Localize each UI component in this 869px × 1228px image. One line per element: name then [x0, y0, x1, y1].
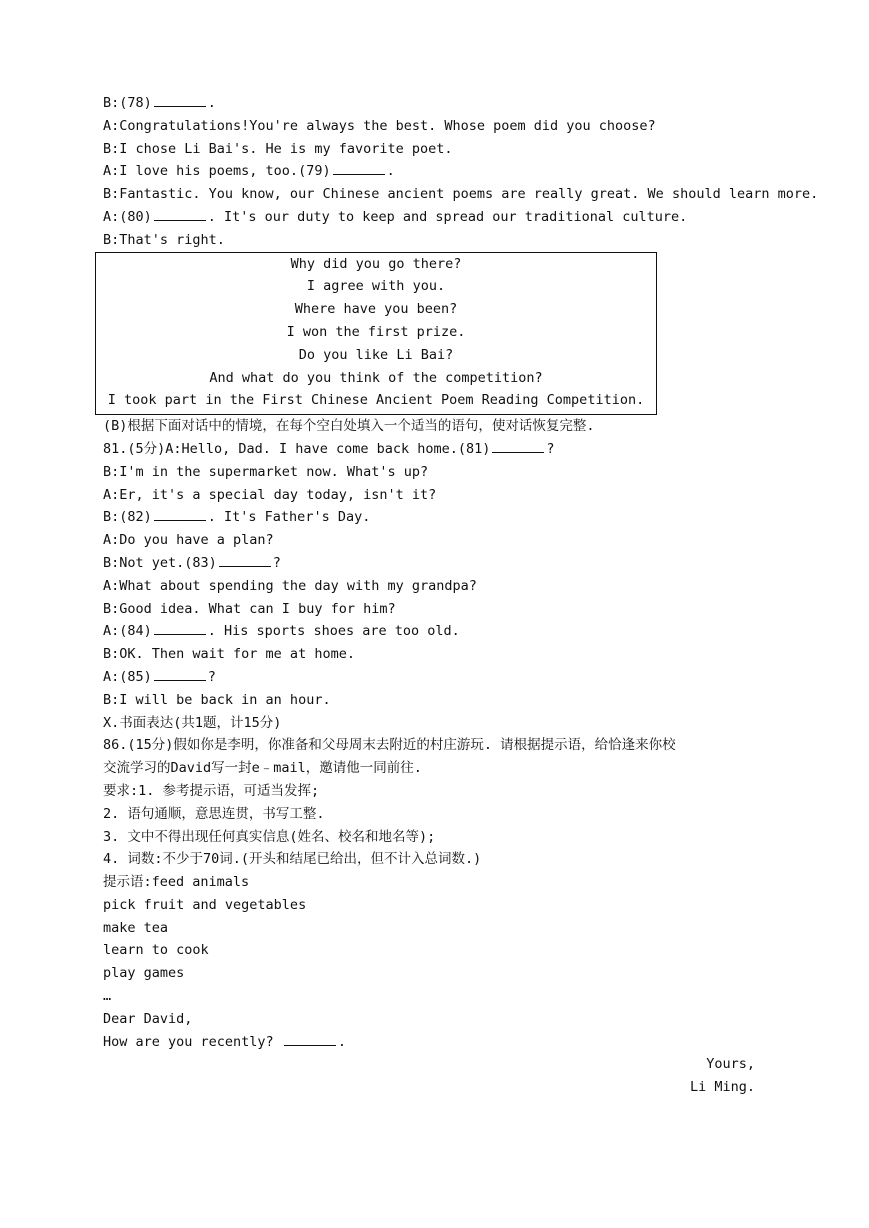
answer-blank[interactable]: [333, 162, 385, 175]
dialogue-line: A:What about spending the day with my grandpa?: [103, 577, 477, 594]
dialogue-line: A:(85) ?: [103, 668, 216, 685]
dialogue-b: [103, 438, 783, 712]
option-item: Why did you go there?: [290, 255, 462, 272]
answer-blank[interactable]: [154, 208, 206, 221]
option-item: Do you like Li Bai?: [298, 346, 454, 363]
option-item: Where have you been?: [294, 301, 458, 318]
requirement: 3. 文中不得出现任何真实信息(姓名、校名和地名等);: [103, 828, 436, 845]
hint: 提示语:feed animals: [103, 874, 250, 891]
requirement: 2. 语句通顺，意思连贯，书写工整.: [103, 805, 325, 822]
requirement: 要求:1. 参考提示语，可适当发挥;: [103, 782, 320, 799]
option-item: I agree with you.: [306, 278, 446, 295]
answer-blank[interactable]: [492, 440, 544, 453]
letter-closing: Yours,: [706, 1056, 755, 1073]
dialogue-line: B:I chose Li Bai's. He is my favorite poet.: [103, 140, 453, 157]
dialogue-line: B:(78) .: [103, 95, 216, 111]
writing-section: [103, 712, 783, 1100]
dialogue-line: B:That's right.: [103, 231, 225, 248]
option-item: I won the first prize.: [286, 323, 466, 340]
section-heading: X.书面表达(共1题，计15分): [103, 714, 282, 731]
answer-blank[interactable]: [219, 554, 271, 567]
answer-blank[interactable]: [154, 508, 206, 521]
dialogue-line: B:Fantastic. You know, our Chinese ancient poems are really great. We should learn more.: [103, 186, 819, 203]
hint: play games: [103, 965, 185, 982]
dialogue-line: B:I will be back in an hour.: [103, 691, 331, 708]
writing-prompt: 交流学习的David写一封e﹣mail，邀请他一同前往.: [103, 760, 422, 777]
requirement: 4. 词数:不少于70词.(开头和结尾已给出，但不计入总词数.): [103, 851, 482, 868]
options-box: [95, 252, 657, 416]
hint-ellipsis: …: [103, 988, 112, 1005]
dialogue-line: B:I'm in the supermarket now. What's up?: [103, 463, 429, 480]
answer-blank[interactable]: [284, 1033, 336, 1046]
writing-prompt: 86.(15分)假如你是李明，你准备和父母周末去附近的村庄游玩. 请根据提示语，给恰逢来你校: [103, 737, 676, 754]
dialogue-line: B:Not yet.(83) ?: [103, 554, 281, 571]
section-b-title: (B)根据下面对话中的情境，在每个空白处填入一个适当的语句，使对话恢复完整.: [103, 418, 595, 435]
answer-blank[interactable]: [154, 94, 206, 107]
dialogue-a: [103, 92, 819, 252]
dialogue-line: A:Congratulations!You're always the best. Whose poem did you choose?: [103, 117, 656, 134]
hint: learn to cook: [103, 942, 209, 959]
dialogue-line: 81.(5分)A:Hello, Dad. I have come back home.(81) ?: [103, 440, 555, 457]
dialogue-line: A:(84) . His sports shoes are too old.: [103, 623, 460, 640]
letter-line: How are you recently? .: [103, 1033, 346, 1050]
hint: make tea: [103, 919, 169, 936]
dialogue-line: B:Good idea. What can I buy for him?: [103, 600, 396, 617]
dialogue-line: A:(80) . It's our duty to keep and spread our traditional culture.: [103, 208, 688, 225]
option-item: I took part in the First Chinese Ancient Poem Reading Competition.: [107, 392, 645, 409]
answer-blank[interactable]: [154, 622, 206, 635]
answer-blank[interactable]: [154, 668, 206, 681]
letter-signature: Li Ming.: [689, 1079, 755, 1096]
dialogue-line: A:Er, it's a special day today, isn't it?: [103, 486, 437, 503]
dialogue-line: A:I love his poems, too.(79) .: [103, 163, 395, 180]
exam-page: [103, 92, 819, 1099]
option-item: And what do you think of the competition?: [209, 369, 543, 386]
hint: pick fruit and vegetables: [103, 896, 307, 913]
letter-greeting: Dear David,: [103, 1010, 193, 1027]
dialogue-line: B:(82) . It's Father's Day.: [103, 509, 371, 526]
dialogue-line: A:Do you have a plan?: [103, 532, 274, 549]
dialogue-line: B:OK. Then wait for me at home.: [103, 646, 355, 663]
